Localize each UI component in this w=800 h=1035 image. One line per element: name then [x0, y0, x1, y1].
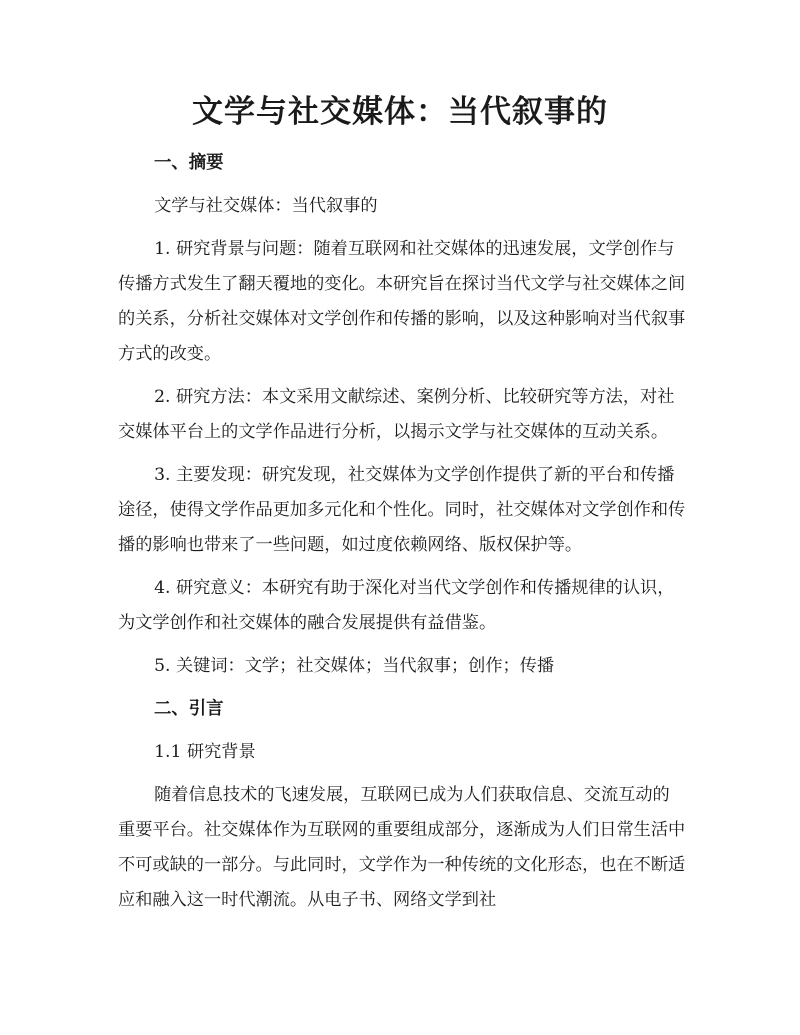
- section-heading-abstract: 一、摘要: [154, 153, 224, 173]
- abstract-item-4: 4. 研究意义：本研究有助于深化对当代文学创作和传播规律的认识，为文学创作和社交媒体的融合发展提供有益借鉴。: [118, 578, 675, 633]
- document-title: 文学与社交媒体：当代叙事的: [192, 94, 608, 130]
- subsection-heading-background: 1.1 研究背景: [154, 742, 256, 762]
- abstract-item-2: 2. 研究方法：本文采用文献综述、案例分析、比较研究等方法，对社交媒体平台上的文学作品进行分析，以揭示文学与社交媒体的互动关系。: [118, 387, 675, 442]
- document-body: [118, 146, 686, 926]
- intro-paragraph: 随着信息技术的飞速发展，互联网已成为人们获取信息、交流互动的重要平台。社交媒体作为互联网的重要组成部分，逐渐成为人们日常生活中不可或缺的一部分。与此同时，文学作为一种传统的文化形态，也在不断适应和融入这一时代潮流。从电子书、网络文学到社: [118, 785, 686, 910]
- abstract-item-3: 3. 主要发现：研究发现，社交媒体为文学创作提供了新的平台和传播途径，使得文学作品更加多元化和个性化。同时，社交媒体对文学创作和传播的影响也带来了一些问题，如过度依赖网络、版权保护等。: [118, 465, 686, 555]
- abstract-lead: 文学与社交媒体：当代叙事的: [154, 196, 378, 216]
- abstract-item-5: 5. 关键词：文学；社交媒体；当代叙事；创作；传播: [154, 656, 555, 676]
- section-heading-introduction: 二、引言: [154, 699, 224, 719]
- abstract-item-1: 1. 研究背景与问题：随着互联网和社交媒体的迅速发展，文学创作与传播方式发生了翻天覆地的变化。本研究旨在探讨当代文学与社交媒体之间的关系，分析社交媒体对文学创作和传播的影响，以及这种影响对当代叙事方式的改变。: [118, 239, 686, 364]
